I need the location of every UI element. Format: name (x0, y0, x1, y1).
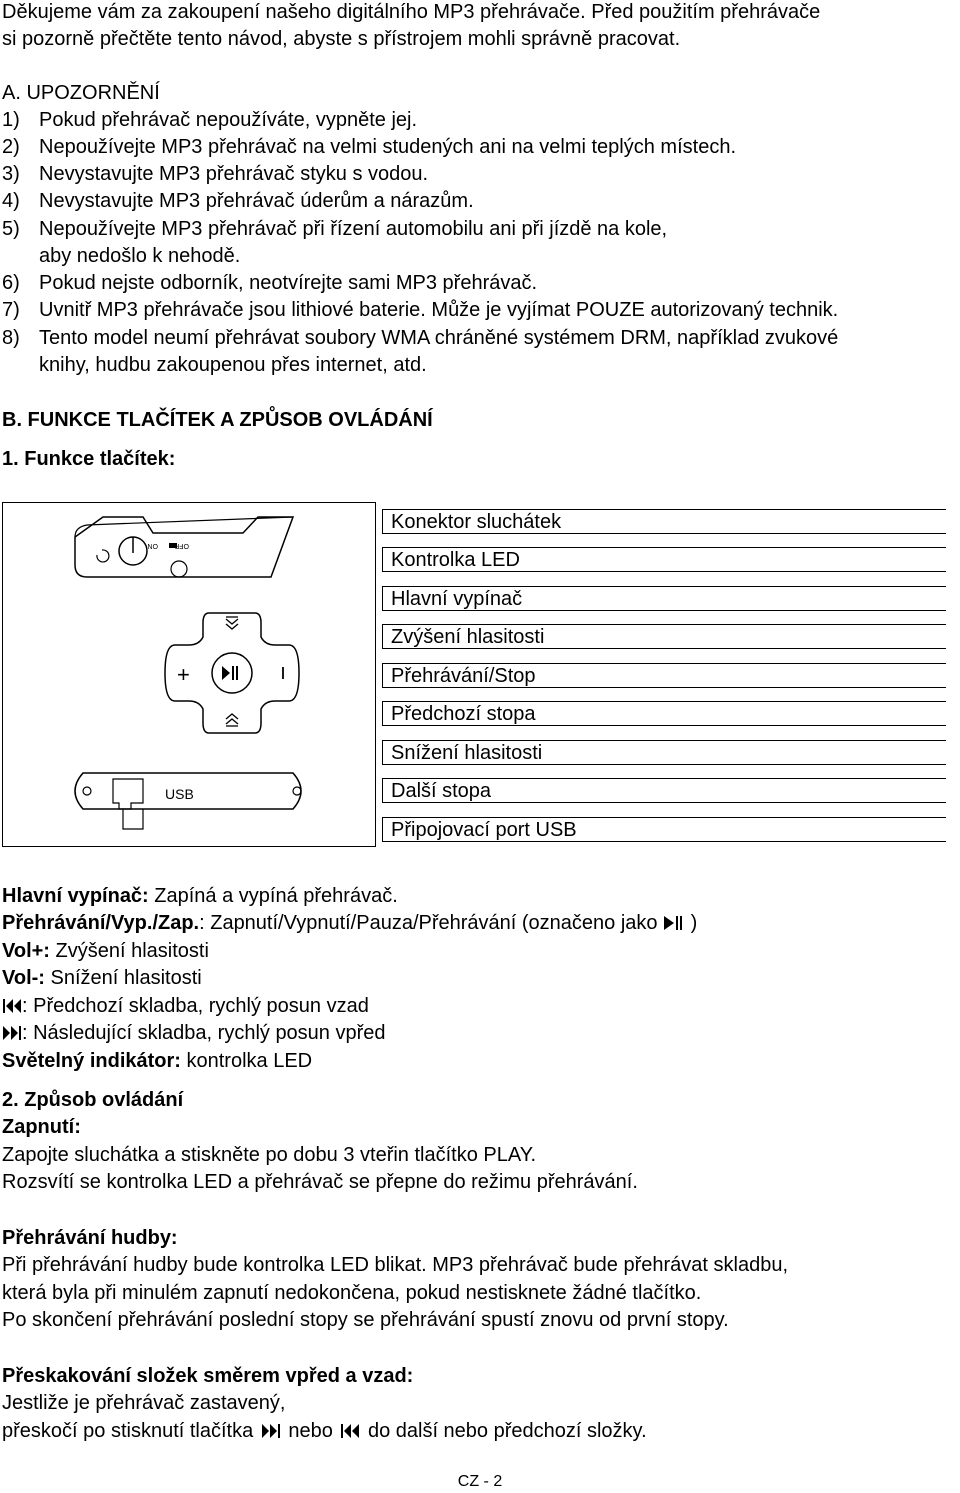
label-volume-down: Snížení hlasitosti (382, 740, 946, 765)
playback-line-3: Po skončení přehrávání poslední stopy se přehrávání spustí znovu od první stopy. (2, 1309, 729, 1331)
next-track-icon (2, 1025, 22, 1041)
previous-track-icon (226, 714, 238, 724)
usb-port-icon (113, 779, 143, 809)
section-a-title: A. UPOZORNĚNÍ (2, 82, 160, 104)
warning-item-3: 3) Nevystavujte MP3 přehrávač styku s vodou. (2, 163, 429, 185)
power-on-title: Zapnutí: (2, 1116, 81, 1138)
next-track-icon (259, 1423, 283, 1439)
label-previous-track: Předchozí stopa (382, 701, 946, 726)
warning-item-2: 2) Nepoužívejte MP3 přehrávač na velmi studených ani na velmi teplých místech. (2, 136, 737, 158)
label-led: Kontrolka LED (382, 547, 946, 572)
playback-title: Přehrávání hudby: (2, 1227, 178, 1249)
label-volume-up: Zvýšení hlasitosti (382, 624, 946, 649)
warning-item-4: 4) Nevystavujte MP3 přehrávač úderům a nárazům. (2, 190, 474, 212)
volume-up-label: + (177, 662, 190, 687)
next-track-icon (226, 619, 238, 629)
play-pause-icon (222, 666, 230, 680)
led-icon (171, 561, 187, 577)
function-play: Přehrávání/Vyp./Zap.: Zapnutí/Vypnutí/Pauza/Přehrávání (označeno jako ) (2, 912, 698, 934)
function-next: : Následující skladba, rychlý posun vpřed (2, 1021, 386, 1045)
device-diagram (2, 502, 376, 847)
play-pause-icon (663, 915, 685, 931)
warning-item-6: 6) Pokud nejste odborník, neotvírejte sami MP3 přehrávač. (2, 272, 538, 294)
label-main-switch: Hlavní vypínač (382, 586, 946, 611)
intro-line-1: Děkujeme vám za zakoupení našeho digitálního MP3 přehrávače. Před použitím přehrávače (2, 1, 821, 23)
switch-off-label: OFF (175, 542, 189, 549)
skip-line-1: Jestliže je přehrávač zastavený, (2, 1392, 286, 1414)
section-b-title: B. FUNKCE TLAČÍTEK A ZPŮSOB OVLÁDÁNÍ (2, 409, 433, 431)
power-icon (97, 550, 109, 562)
function-volume-down: Vol-: Snížení hlasitosti (2, 967, 202, 989)
intro-line-2: si pozorně přečtěte tento návod, abyste s přístrojem mohli správně pracovat. (2, 28, 681, 50)
function-previous: : Předchozí skladba, rychlý posun vzad (2, 994, 369, 1018)
warning-item-8-cont: knihy, hudbu zakoupenou přes internet, atd. (39, 354, 427, 376)
function-volume-up: Vol+: Zvýšení hlasitosti (2, 940, 209, 962)
skip-line-2: přeskočí po stisknutí tlačítka nebo do další nebo předchozí složky. (2, 1420, 647, 1442)
device-illustration (3, 503, 375, 846)
skip-title: Přeskakování složek směrem vpřed a vzad: (2, 1365, 414, 1387)
previous-track-icon (2, 998, 22, 1014)
label-usb-port: Připojovací port USB (382, 817, 946, 842)
label-next-track: Další stopa (382, 778, 946, 803)
switch-on-label: ON (147, 542, 158, 549)
power-on-line-1: Zapojte sluchátka a stiskněte po dobu 3 vteřin tlačítko PLAY. (2, 1144, 537, 1166)
warning-item-8: 8) Tento model neumí přehrávat soubory WMA chráněné systémem DRM, například zvukové (2, 327, 839, 349)
function-led: Světelný indikátor: kontrolka LED (2, 1050, 313, 1072)
section-b-subtitle: 1. Funkce tlačítek: (2, 448, 176, 470)
warning-item-7: 7) Uvnitř MP3 přehrávače jsou lithiové baterie. Může je vyjímat POUZE autorizovaný technik. (2, 299, 839, 321)
section-2-title: 2. Způsob ovládání (2, 1089, 184, 1111)
power-on-line-2: Rozsvítí se kontrolka LED a přehrávač se přepne do režimu přehrávání. (2, 1171, 638, 1193)
playback-line-1: Při přehrávání hudby bude kontrolka LED blikat. MP3 přehrávač bude přehrávat skladbu, (2, 1254, 789, 1276)
page-number: CZ - 2 (457, 1473, 503, 1490)
warning-item-1: 1) Pokud přehrávač nepoužíváte, vypněte jej. (2, 109, 418, 131)
previous-track-icon (338, 1423, 362, 1439)
usb-label: USB (165, 786, 194, 802)
function-main-switch: Hlavní vypínač: Zapíná a vypíná přehrávač. (2, 885, 398, 907)
label-headphone-jack: Konektor sluchátek (382, 509, 946, 534)
label-play-stop: Přehrávání/Stop (382, 663, 946, 688)
playback-line-2: která byla při minulém zapnutí nedokončena, pokud nestisknete žádné tlačítko. (2, 1282, 702, 1304)
warning-item-5: 5) Nepoužívejte MP3 přehrávač při řízení automobilu ani při jízdě na kole, (2, 218, 668, 240)
warning-item-5-cont: aby nedošlo k nehodě. (39, 245, 241, 267)
